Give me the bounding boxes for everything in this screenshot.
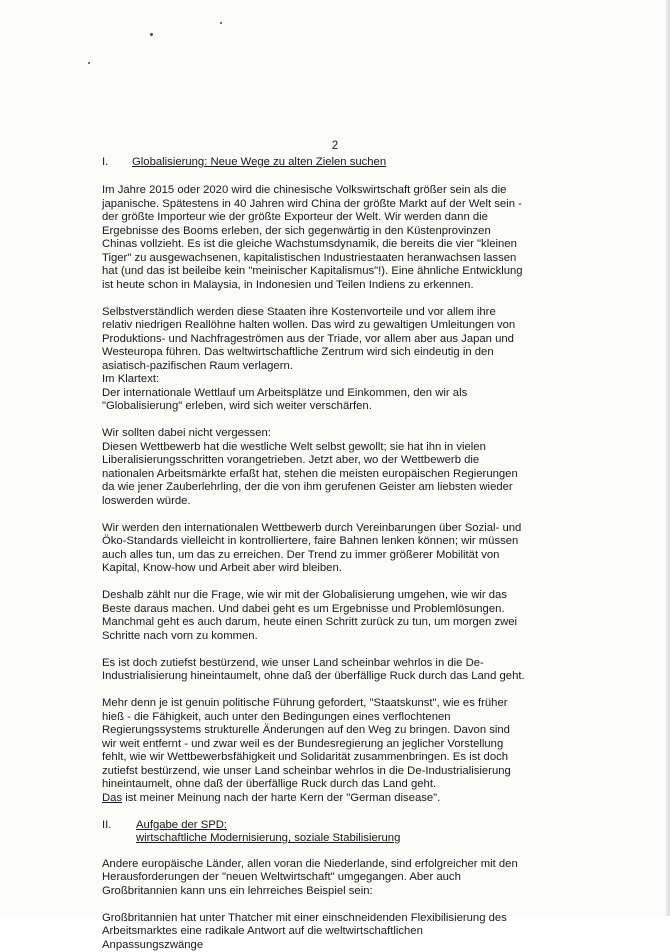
document-body xyxy=(102,156,526,952)
section-title-line: Aufgabe der SPD: xyxy=(136,819,526,833)
section-heading-1 xyxy=(102,156,526,170)
paragraph: Mehr denn je ist genuin politische Führung gefordert, "Staatskunst", wie es früher hieß - die Fähigkeit, auch unter den Bedingungen eines verflochtenen Regierungssystems strukturelle Änderungen auf den Weg zu bringen. Davon sind wir weit entfernt - und zwar weil es der Bundesregierung an jeglicher Vorstellung fehlt, wie wir Wettbewerbsfähigkeit und Solidarität zusammenbringen. Es ist doch zutiefst bestürzend, wie unser Land scheinbar wehrlos in die De-Industrialisierung hineintaumelt, ohne daß der überfällige Ruck durch das Land geht. xyxy=(102,697,526,792)
paragraph: Diesen Wettbewerb hat die westliche Welt selbst gewollt; sie hat ihn in vielen Liberalisierungsschritten vorangetrieben. Jetzt aber, wo der Wettbewerb die nationalen Arbeitsmärkte erfaßt hat, stehen die meisten europäischen Regierungen da wie jener Zauberlehrling, der die von ihm gerufenen Geister am liebsten wieder loswerden würde. xyxy=(102,441,526,509)
scan-speck xyxy=(150,33,153,36)
section-number: II. xyxy=(102,819,111,833)
scan-speck xyxy=(220,22,222,24)
paragraph-text: ist meiner Meinung nach der harte Kern der "German disease". xyxy=(122,792,440,804)
scan-edge xyxy=(664,0,670,916)
paragraph: Andere europäische Länder, allen voran die Niederlande, sind erfolgreicher mit den Herausforderungen der "neuen Weltwirtschaft" umgegangen. Aber auch Großbritannien kann uns ein lehrreiches Beispiel sein: xyxy=(102,858,526,899)
paragraph: Im Klartext: xyxy=(102,373,526,387)
paragraph-closing xyxy=(102,792,526,806)
section-title: Globalisierung: Neue Wege zu alten Zielen suchen xyxy=(132,156,386,170)
paragraph: Wir werden den internationalen Wettbewerb durch Vereinbarungen über Sozial- und Öko-Standards vielleicht in kontrolliertere, faire Bahnen lenken können; wir müssen auch alles tun, um das zu erreichen. Der Trend zu immer größerer Mobilität von Kapital, Know-how und Arbeit aber wird bleiben. xyxy=(102,522,526,576)
paragraph: Selbstverständlich werden diese Staaten ihre Kostenvorteile und vor allem ihre relativ niedrigen Reallöhne halten wollen. Das wird zu gewaltigen Umleitungen von Produktions- und Nachfrageströmen aus der Triade, vor allem aber aus Japan und Westeuropa führen. Das weltwirtschaftliche Zentrum wird sich eindeutig in den asiatisch-pazifischen Raum verlagern. xyxy=(102,306,526,374)
section-title xyxy=(136,819,526,846)
paragraph: Wir sollten dabei nicht vergessen: xyxy=(102,427,526,441)
paragraph: Es ist doch zutiefst bestürzend, wie unser Land scheinbar wehrlos in die De-Industrialisierung hineintaumelt, ohne daß der überfällige Ruck durch das Land geht. xyxy=(102,657,526,684)
page-number: 2 xyxy=(0,140,670,152)
paragraph: Großbritannien hat unter Thatcher mit einer einschneidenden Flexibilisierung des Arbeitsmarktes eine radikale Antwort auf die weltwirtschaftlichen Anpassungszwänge xyxy=(102,912,526,952)
section-title-line: wirtschaftliche Modernisierung, soziale Stabilisierung xyxy=(136,832,526,846)
section-heading-2 xyxy=(102,819,526,846)
paragraph: Der internationale Wettlauf um Arbeitsplätze und Einkommen, den wir als "Globalisierung" erleben, wird sich weiter verschärfen. xyxy=(102,387,526,414)
section-number: I. xyxy=(102,156,108,170)
paragraph: Im Jahre 2015 oder 2020 wird die chinesische Volkswirtschaft größer sein als die japanische. Spätestens in 40 Jahren wird China der größte Markt auf der Welt sein - der größte Importeur wie der größte Exporteur der Welt. Wir werden dann die Ergebnisse des Booms erleben, der sich gegenwärtig in den Küstenprovinzen Chinas vollzieht. Es ist die gleiche Wachstumsdynamik, die bereits die vier "kleinen Tiger" zu ausgewachsenen, kapitalistischen Industriestaaten heranwachsen lassen hat (und das ist beileibe kein "meinischer Kapitalismus"!). Eine ähnliche Entwicklung ist heute schon in Malaysia, in Indonesien und Teilen Indiens zu erkennen. xyxy=(102,184,526,292)
paragraph: Deshalb zählt nur die Frage, wie wir mit der Globalisierung umgehen, wie wir das Beste daraus machen. Und dabei geht es um Ergebnisse und Problemlösungen. Manchmal geht es auch darum, heute einen Schritt zurück zu tun, um morgen zwei Schritte nach vorn zu kommen. xyxy=(102,589,526,643)
scan-speck xyxy=(88,62,90,64)
underlined-word: Das xyxy=(102,792,122,804)
